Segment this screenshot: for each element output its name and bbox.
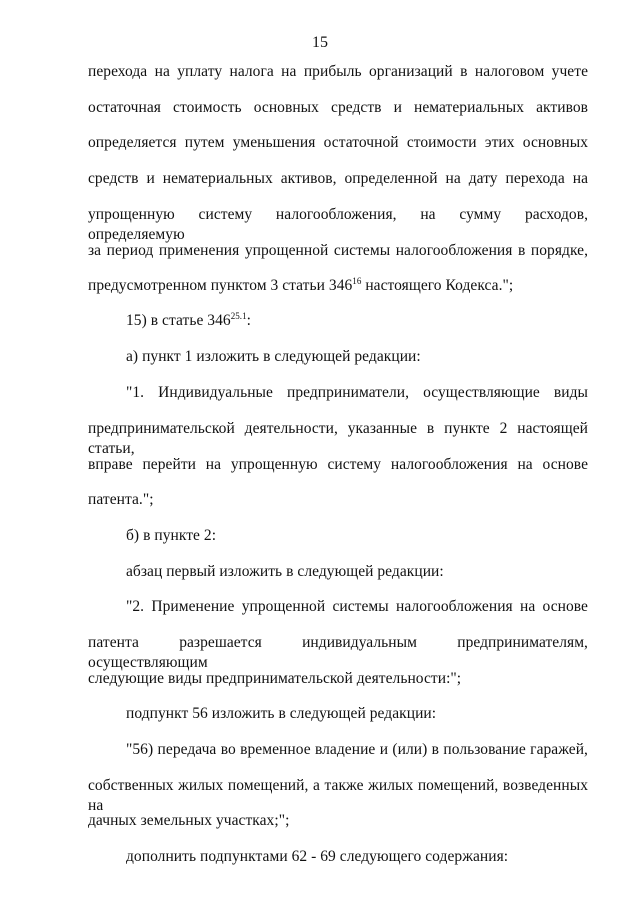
item-15-heading xyxy=(126,311,251,331)
text-line-5: упрощенную систему налогообложения, на сумму расходов, определяемую xyxy=(88,206,588,243)
quote3-line-1: "56) передача во временное владение и (или) в пользование гаражей, xyxy=(126,741,588,758)
item-b: б) в пункте 2: xyxy=(126,527,217,544)
text-line-7 xyxy=(88,276,513,296)
quote2-line-3: следующие виды предпринимательской деятельности:"; xyxy=(88,670,462,687)
text-line-3: определяется путем уменьшения остаточной стоимости этих основных xyxy=(88,134,588,151)
item-15-text: 15) в статье 346 xyxy=(126,312,231,329)
article-superscript-25-1: 25.1 xyxy=(230,311,247,321)
quote1-line-4: патента."; xyxy=(88,491,154,508)
text-line-1: перехода на уплату налога на прибыль организаций в налоговом учете xyxy=(88,63,588,80)
quote1-line-2: предпринимательской деятельности, указанные в пункте 2 настоящей статьи, xyxy=(88,420,588,457)
text-line-6: за период применения упрощенной системы налогообложения в порядке, xyxy=(88,242,588,259)
item-15-colon: : xyxy=(246,312,252,329)
quote2-line-2: патента разрешается индивидуальным предпринимателям, осуществляющим xyxy=(88,634,588,671)
quote3-line-3: дачных земельных участках;"; xyxy=(88,812,290,829)
page-number: 15 xyxy=(312,34,328,51)
quote3-line-2: собственных жилых помещений, а также жилых помещений, возведенных на xyxy=(88,777,588,814)
supplement-instruction: дополнить подпунктами 62 - 69 следующего содержания: xyxy=(126,848,509,865)
subitem-56-instruction: подпункт 56 изложить в следующей редакции: xyxy=(126,705,437,722)
item-a: а) пункт 1 изложить в следующей редакции: xyxy=(126,348,421,365)
text-line-4: средств и нематериальных активов, определенной на дату перехода на xyxy=(88,170,588,187)
text-line-7-main: предусмотренном пунктом 3 статьи 346 xyxy=(88,277,353,294)
quote2-line-1: "2. Применение упрощенной системы налогообложения на основе xyxy=(126,598,588,615)
text-line-2: остаточная стоимость основных средств и нематериальных активов xyxy=(88,99,588,116)
text-line-7-tail: настоящего Кодекса."; xyxy=(361,277,514,294)
quote1-line-3: вправе перейти на упрощенную систему налогообложения на основе xyxy=(88,456,588,473)
paragraph-first-instruction: абзац первый изложить в следующей редакции: xyxy=(126,563,444,580)
article-superscript-16: 16 xyxy=(352,276,362,286)
quote1-line-1: "1. Индивидуальные предприниматели, осуществляющие виды xyxy=(126,384,588,401)
